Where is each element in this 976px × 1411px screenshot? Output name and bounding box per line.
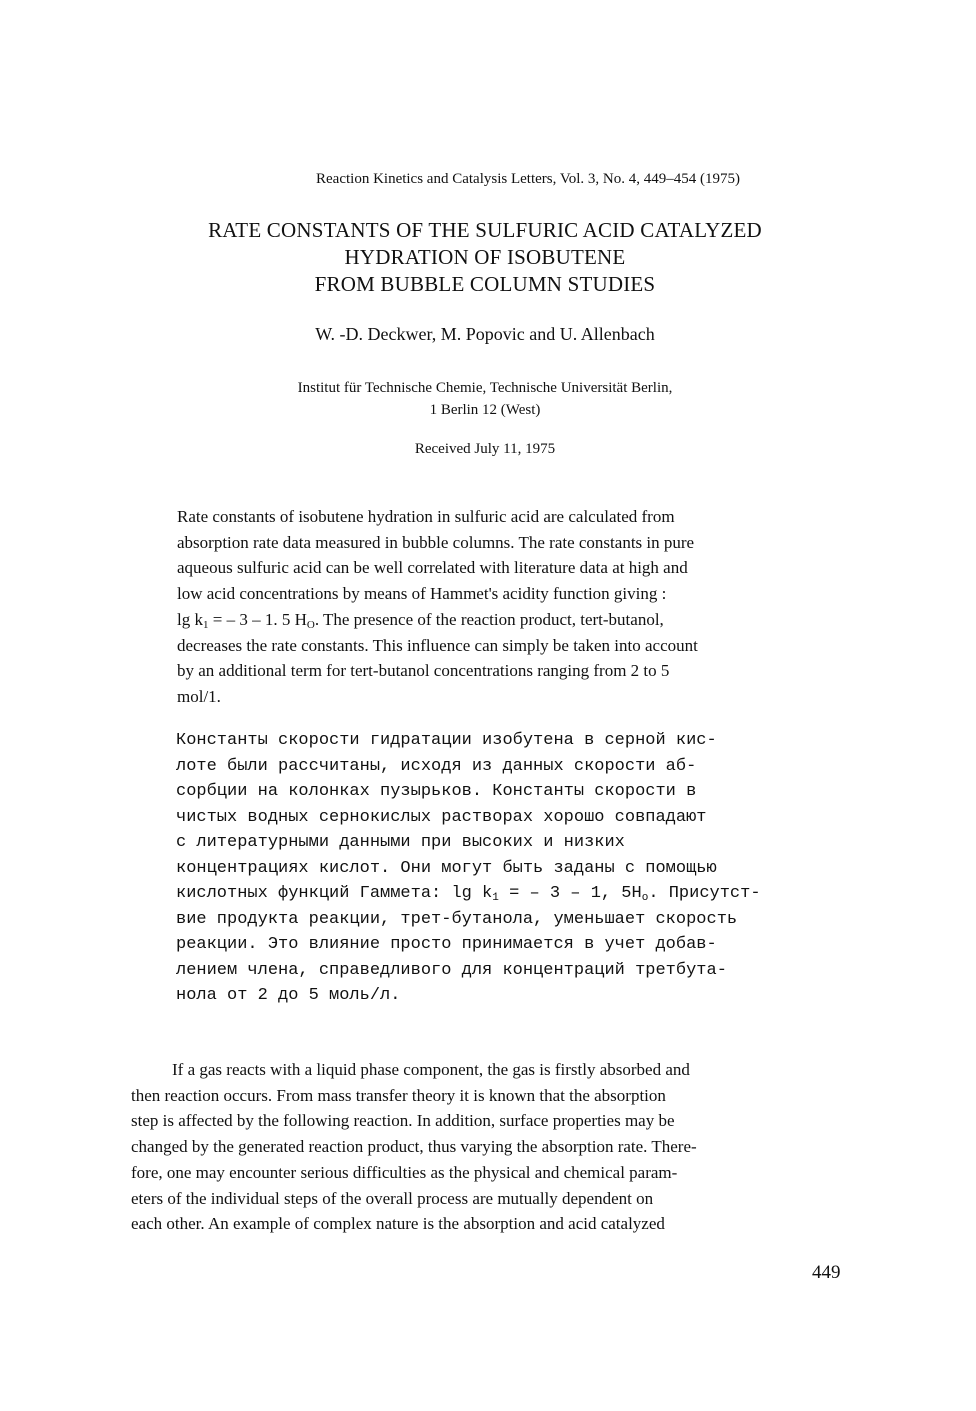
affiliation-line-2: 1 Berlin 12 (West): [429, 402, 541, 418]
journal-reference: Reaction Kinetics and Catalysis Letters, Vol. 3, No. 4, 449–454 (1975): [316, 171, 740, 187]
abstract-ru-formula-line: [176, 881, 876, 907]
abstract-english: [177, 504, 857, 710]
abstract-ru-line: сорбции на колонках пузырьков. Константы скорости в: [176, 782, 697, 801]
formula-suffix: . Присутст-: [648, 884, 761, 903]
abstract-ru-line: Константы скорости гидратации изобутена в серной кис-: [176, 731, 717, 750]
abstract-ru-line: концентрациях кислот. Они могут быть заданы с помощью: [176, 858, 717, 878]
body-line: If a gas reacts with a liquid phase component, the gas is firstly absorbed and: [172, 1060, 690, 1079]
affiliation: [150, 377, 820, 421]
abstract-en-line: aqueous sulfuric acid can be well correlated with literature data at high and: [177, 558, 688, 578]
abstract-en-line: mol/1.: [177, 686, 221, 706]
abstract-ru-line: нола от 2 до 5 моль/л.: [176, 986, 401, 1005]
paper-title: [150, 217, 820, 298]
abstract-en-line: low acid concentrations by means of Hammet's acidity function giving :: [177, 584, 667, 604]
page-number: 449: [812, 1262, 841, 1283]
formula-subscript: O: [306, 618, 315, 631]
body-line: step is affected by the following reaction. In addition, surface properties may be: [131, 1111, 675, 1131]
formula-prefix: lg k: [177, 609, 203, 629]
abstract-ru-line: вие продукта реакции, трет-бутанола, уменьшает скорость: [176, 909, 738, 929]
authors: W. -D. Deckwer, M. Popovic and U. Allenbach: [315, 324, 655, 344]
body-line: each other. An example of complex nature is the absorption and acid catalyzed: [131, 1214, 665, 1234]
formula-middle: = – 3 – 1, 5H: [498, 884, 642, 903]
body-line: changed by the generated reaction product, thus varying the absorption rate. There-: [131, 1137, 697, 1157]
formula-subscript: 1: [492, 892, 499, 904]
abstract-ru-line: лоте были рассчитаны, исходя из данных скорости аб-: [176, 756, 697, 776]
abstract-ru-line: с литературными данными при высоких и низких: [176, 833, 625, 852]
title-line-3: FROM BUBBLE COLUMN STUDIES: [314, 272, 656, 296]
formula-suffix: . The presence of the reaction product, tert-butanol,: [314, 609, 664, 629]
abstract-en-line: by an additional term for tert-butanol concentrations ranging from 2 to 5: [177, 661, 670, 681]
title-line-1: RATE CONSTANTS OF THE SULFURIC ACID CATALYZED: [208, 218, 762, 242]
abstract-en-line: Rate constants of isobutene hydration in sulfuric acid are calculated from: [177, 507, 675, 526]
body-line: eters of the individual steps of the overall process are mutually dependent on: [131, 1188, 654, 1208]
abstract-russian: [176, 728, 876, 1009]
body-line: then reaction occurs. From mass transfer theory it is known that the absorption: [131, 1085, 666, 1105]
formula-prefix: кислотных функций Гаммета: lg k: [176, 884, 493, 903]
body-line: fore, one may encounter serious difficulties as the physical and chemical param-: [131, 1162, 678, 1182]
formula-subscript: 1: [202, 618, 209, 631]
affiliation-line-1: Institut für Technische Chemie, Technische Universität Berlin,: [297, 380, 673, 396]
abstract-ru-line: лением члена, справедливого для концентраций третбута-: [176, 960, 727, 980]
abstract-ru-line: чистых водных сернокислых растворах хорошо совпадают: [176, 807, 707, 827]
title-line-2: HYDRATION OF ISOBUTENE: [344, 245, 626, 269]
abstract-en-line: decreases the rate constants. This influence can simply be taken into account: [177, 635, 698, 655]
formula-middle: = – 3 – 1. 5 H: [208, 609, 307, 629]
body-paragraph: [131, 1057, 866, 1237]
formula-subscript: o: [641, 892, 649, 904]
abstract-ru-line: реакции. Это влияние просто принимается в учет добав-: [176, 935, 717, 954]
abstract-en-line: absorption rate data measured in bubble columns. The rate constants in pure: [177, 532, 695, 552]
abstract-en-formula-line: [177, 607, 857, 633]
received-date: Received July 11, 1975: [414, 441, 556, 457]
